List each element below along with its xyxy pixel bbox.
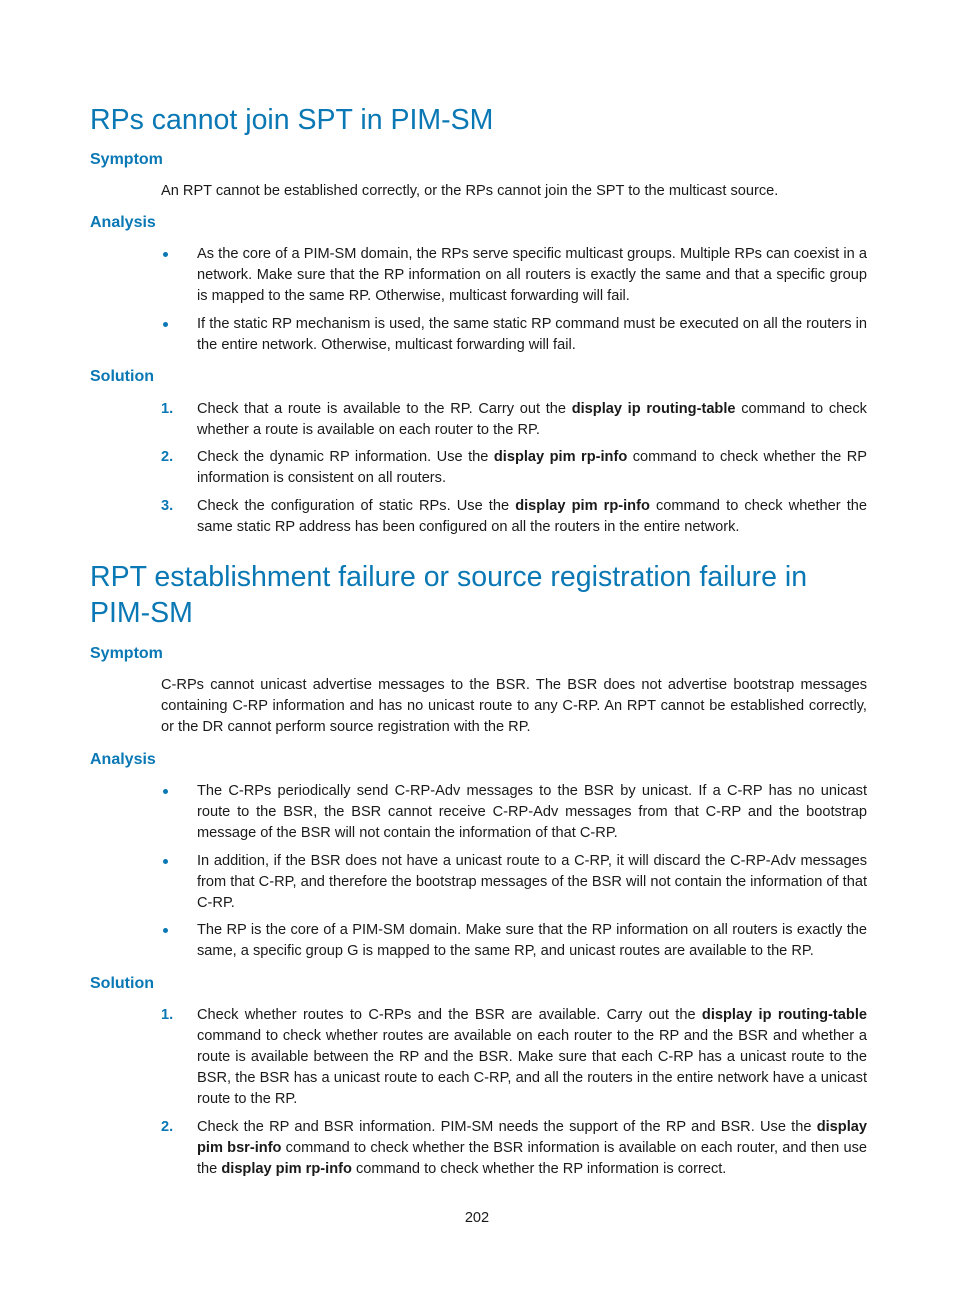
step-text: Check the dynamic RP information. Use the display pim rp-info command to check whether the RP information is consistent on all routers. bbox=[197, 449, 867, 486]
solution-heading: Solution bbox=[90, 368, 154, 385]
step-number: 3. bbox=[161, 498, 174, 514]
bullet-text: In addition, if the BSR does not have a unicast route to a C-RP, it will discard the C-RP-Adv messages from that C-RP, and therefore the bootstrap messages of the BSR will not contain the information of that C-RP. bbox=[197, 853, 867, 911]
command-text: display pim rp-info bbox=[221, 1161, 352, 1177]
command-text: display ip routing-table bbox=[571, 401, 736, 417]
command-text: display pim bsr-info bbox=[197, 1119, 867, 1156]
command-text: display pim rp-info bbox=[493, 449, 628, 465]
symptom-text: An RPT cannot be established correctly, or the RPs cannot join the SPT to the multicast source. bbox=[161, 183, 779, 199]
section-title: RPT establishment failure or source registration failure in PIM-SM bbox=[90, 561, 808, 629]
bullet-text: The C-RPs periodically send C-RP-Adv messages to the BSR by unicast. If a C-RP has no unicast route to the BSR, the BSR cannot receive C-RP-Adv messages from that C-RP and the bootstrap message of the BSR will not contain the information of that C-RP. bbox=[197, 783, 867, 841]
step-item bbox=[161, 399, 867, 441]
bullet-item bbox=[161, 781, 867, 844]
step-number: 2. bbox=[161, 449, 174, 465]
command-text: display pim rp-info bbox=[515, 498, 650, 514]
step-item bbox=[161, 1005, 867, 1110]
step-number: 2. bbox=[161, 1119, 174, 1135]
step-item bbox=[161, 1117, 867, 1180]
step-item bbox=[161, 496, 867, 538]
bullet-text: If the static RP mechanism is used, the same static RP command must be executed on all the routers in the entire network. Otherwise, multicast forwarding will fail. bbox=[197, 316, 867, 353]
solution-heading: Solution bbox=[90, 975, 154, 992]
bullet-text: As the core of a PIM-SM domain, the RPs serve specific multicast groups. Multiple RPs can coexist in a network. Make sure that the RP information on all routers is exactly the same and that a specific group is mapped to the same RP. Otherwise, multicast forwarding will fail. bbox=[197, 246, 867, 304]
step-text: Check the RP and BSR information. PIM-SM needs the support of the RP and BSR. Use the display pim bsr-info command to check whether the BSR information is available on each router, and then use the display pim rp-info command to check whether the RP information is correct. bbox=[197, 1119, 867, 1177]
page-number: 202 bbox=[464, 1210, 490, 1226]
step-number: 1. bbox=[161, 1007, 174, 1023]
symptom-heading: Symptom bbox=[90, 151, 163, 168]
bullet-item bbox=[161, 920, 867, 962]
step-text: Check whether routes to C-RPs and the BSR are available. Carry out the display ip routing-table command to check whether routes are available on each router to the RP and the BSR and whether a route is available between the RP and the BSR. Make sure that each C-RP has a unicast route to the BSR, the BSR has a unicast route to each C-RP, and all the routers in the entire network have a unicast route to the RP. bbox=[197, 1007, 867, 1107]
symptom-heading: Symptom bbox=[90, 645, 163, 662]
analysis-heading: Analysis bbox=[90, 214, 156, 231]
bullet-text: The RP is the core of a PIM-SM domain. Make sure that the RP information on all routers is exactly the same, a specific group G is mapped to the same RP, and unicast routes are available to the RP. bbox=[197, 922, 867, 959]
step-item bbox=[161, 447, 867, 489]
analysis-heading: Analysis bbox=[90, 751, 156, 768]
symptom-text: C-RPs cannot unicast advertise messages to the BSR. The BSR does not advertise bootstrap messages containing C-RP information and has no unicast route to any C-RP. An RPT cannot be established correctly, or the DR cannot perform source registration with the RP. bbox=[161, 677, 867, 735]
bullet-item bbox=[161, 314, 867, 356]
section-title: RPs cannot join SPT in PIM-SM bbox=[90, 104, 494, 136]
bullet-item bbox=[161, 244, 867, 307]
step-number: 1. bbox=[161, 401, 174, 417]
command-text: display ip routing-table bbox=[701, 1007, 867, 1023]
step-text: Check that a route is available to the RP. Carry out the display ip routing-table command to check whether a route is available on each router to the RP. bbox=[197, 401, 867, 438]
step-text: Check the configuration of static RPs. Use the display pim rp-info command to check whether the same static RP address has been configured on all the routers in the entire network. bbox=[197, 498, 867, 535]
bullet-item bbox=[161, 851, 867, 914]
